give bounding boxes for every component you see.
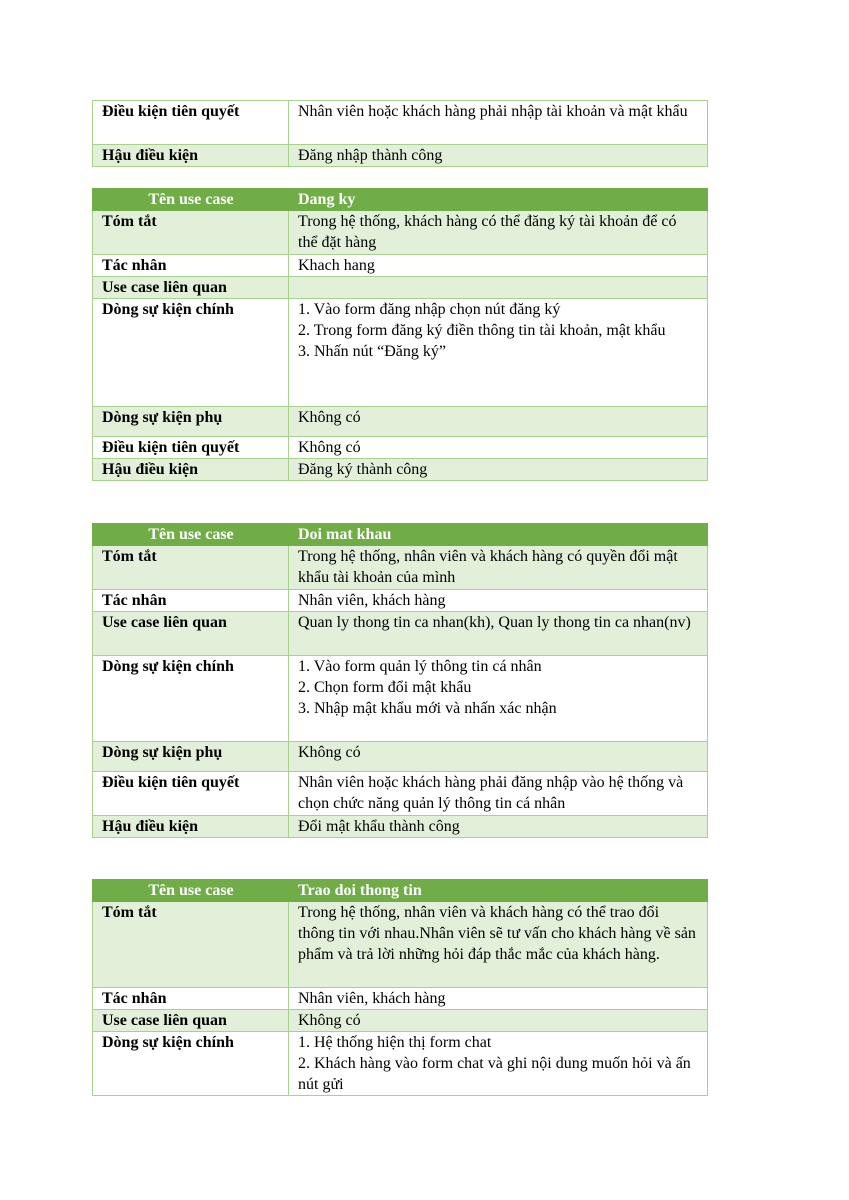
table-row bbox=[93, 437, 708, 459]
use-case-name: Doi mat khau bbox=[289, 524, 708, 546]
row-label: Dòng sự kiện chính bbox=[93, 1032, 289, 1096]
row-label: Dòng sự kiện chính bbox=[93, 299, 289, 407]
table-row bbox=[93, 772, 708, 816]
table-header-row bbox=[93, 524, 708, 546]
step-line: 2. Chọn form đổi mật khẩu bbox=[298, 679, 472, 696]
row-steps bbox=[289, 1032, 708, 1096]
table-header-row bbox=[93, 880, 708, 902]
step-line: 2. Khách hàng vào form chat và ghi nội dung muốn hỏi và ấn nút gửi bbox=[298, 1055, 691, 1093]
table-row bbox=[93, 742, 708, 772]
table-row bbox=[93, 145, 708, 167]
row-label: Tóm tắt bbox=[93, 211, 289, 255]
row-value: Không có bbox=[289, 742, 708, 772]
table-row bbox=[93, 255, 708, 277]
row-value: Quan ly thong tin ca nhan(kh), Quan ly thong tin ca nhan(nv) bbox=[289, 612, 708, 656]
step-line: 2. Trong form đăng ký điền thông tin tài khoản, mật khẩu bbox=[298, 322, 666, 339]
use-case-name: Trao doi thong tin bbox=[289, 880, 708, 902]
row-value: Đăng ký thành công bbox=[289, 459, 708, 481]
step-line: 3. Nhập mật khẩu mới và nhấn xác nhận bbox=[298, 700, 557, 717]
table-row bbox=[93, 816, 708, 838]
row-steps bbox=[289, 299, 708, 407]
header-label: Tên use case bbox=[93, 880, 289, 902]
use-case-table-doi-mat-khau bbox=[92, 523, 708, 838]
row-label: Điều kiện tiên quyết bbox=[93, 101, 289, 145]
row-value: Không có bbox=[289, 1010, 708, 1032]
row-value: Không có bbox=[289, 407, 708, 437]
row-label: Tác nhân bbox=[93, 255, 289, 277]
step-line: 1. Vào form đăng nhập chọn nút đăng ký bbox=[298, 301, 561, 318]
table-row bbox=[93, 902, 708, 988]
use-case-name: Dang ky bbox=[289, 189, 708, 211]
row-value: Trong hệ thống, nhân viên và khách hàng có thể trao đổi thông tin với nhau.Nhân viên sẽ tư vấn cho khách hàng về sản phẩm và trả lời những hỏi đáp thắc mắc của khách hàng. bbox=[289, 902, 708, 988]
row-label: Tác nhân bbox=[93, 988, 289, 1010]
row-label: Điều kiện tiên quyết bbox=[93, 772, 289, 816]
row-label: Use case liên quan bbox=[93, 1010, 289, 1032]
row-steps bbox=[289, 656, 708, 742]
row-label: Dòng sự kiện chính bbox=[93, 656, 289, 742]
row-value: Đổi mật khẩu thành công bbox=[289, 816, 708, 838]
header-label: Tên use case bbox=[93, 524, 289, 546]
row-value: Khach hang bbox=[289, 255, 708, 277]
row-value: Trong hệ thống, nhân viên và khách hàng có quyền đổi mật khẩu tài khoản của mình bbox=[289, 546, 708, 590]
table-row bbox=[93, 407, 708, 437]
table-row bbox=[93, 277, 708, 299]
header-label: Tên use case bbox=[93, 189, 289, 211]
row-value: Đăng nhập thành công bbox=[289, 145, 708, 167]
row-value: Không có bbox=[289, 437, 708, 459]
row-label: Hậu điều kiện bbox=[93, 816, 289, 838]
table-row bbox=[93, 1032, 708, 1096]
row-label: Hậu điều kiện bbox=[93, 145, 289, 167]
row-value: Nhân viên, khách hàng bbox=[289, 590, 708, 612]
row-label: Tác nhân bbox=[93, 590, 289, 612]
step-line: 1. Vào form quản lý thông tin cá nhân bbox=[298, 658, 542, 675]
table-row bbox=[93, 211, 708, 255]
row-label: Use case liên quan bbox=[93, 612, 289, 656]
row-label: Tóm tắt bbox=[93, 902, 289, 988]
table-row bbox=[93, 590, 708, 612]
table-row bbox=[93, 1010, 708, 1032]
use-case-table-login-tail bbox=[92, 100, 708, 167]
table-row bbox=[93, 546, 708, 590]
row-value: Trong hệ thống, khách hàng có thể đăng ký tài khoản để có thể đặt hàng bbox=[289, 211, 708, 255]
row-label: Dòng sự kiện phụ bbox=[93, 742, 289, 772]
table-row bbox=[93, 612, 708, 656]
table-row bbox=[93, 459, 708, 481]
table-row bbox=[93, 101, 708, 145]
row-label: Use case liên quan bbox=[93, 277, 289, 299]
step-line: 1. Hệ thống hiện thị form chat bbox=[298, 1034, 492, 1051]
table-row bbox=[93, 299, 708, 407]
row-value: Nhân viên hoặc khách hàng phải nhập tài khoản và mật khẩu bbox=[289, 101, 708, 145]
use-case-table-dang-ky bbox=[92, 188, 708, 481]
row-label: Điều kiện tiên quyết bbox=[93, 437, 289, 459]
row-label: Hậu điều kiện bbox=[93, 459, 289, 481]
row-value: Nhân viên, khách hàng bbox=[289, 988, 708, 1010]
row-value bbox=[289, 277, 708, 299]
row-label: Dòng sự kiện phụ bbox=[93, 407, 289, 437]
table-row bbox=[93, 656, 708, 742]
step-line: 3. Nhấn nút “Đăng ký” bbox=[298, 343, 446, 360]
row-label: Tóm tắt bbox=[93, 546, 289, 590]
table-row bbox=[93, 988, 708, 1010]
table-header-row bbox=[93, 189, 708, 211]
use-case-table-trao-doi-thong-tin bbox=[92, 879, 708, 1096]
row-value: Nhân viên hoặc khách hàng phải đăng nhập vào hệ thống và chọn chức năng quản lý thông tin cá nhân bbox=[289, 772, 708, 816]
